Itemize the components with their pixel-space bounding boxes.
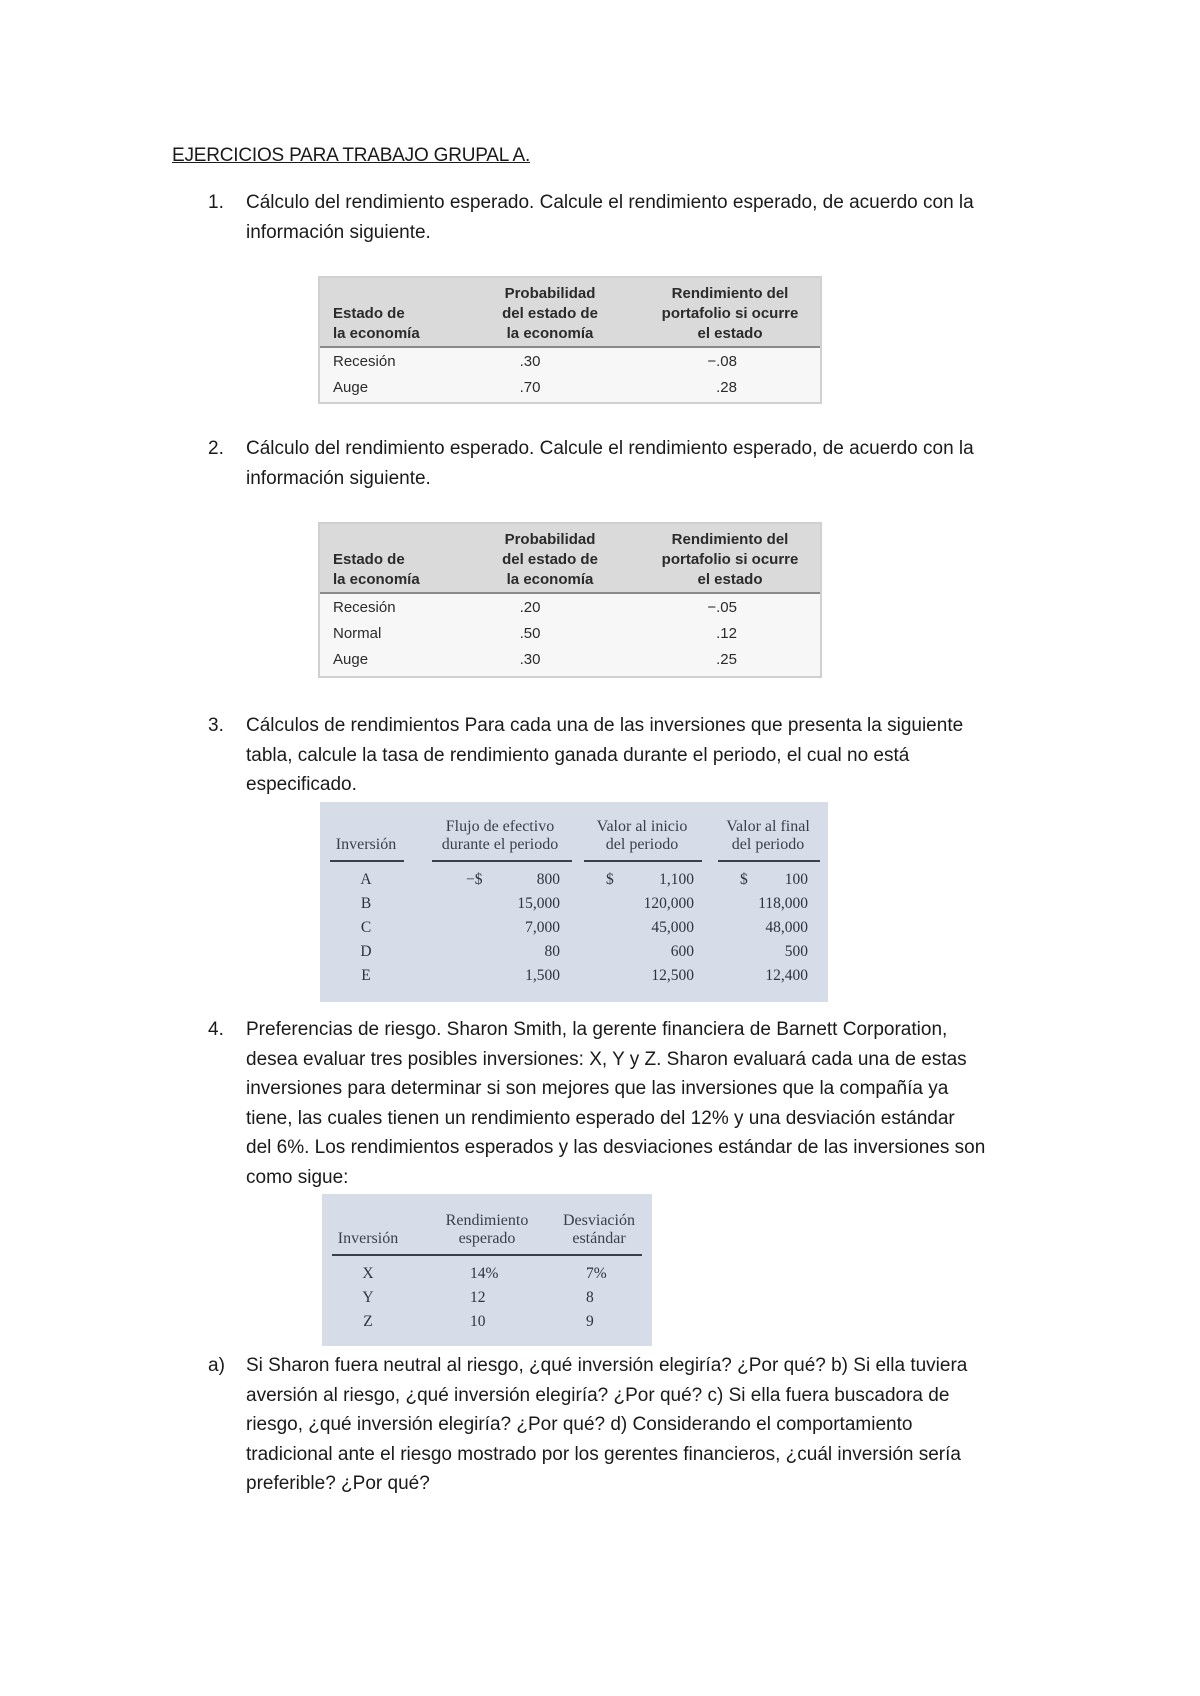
table-q3 [320,802,828,1002]
question-number: 3. [208,715,224,736]
table-cell: .30 [519,353,541,370]
table-cell: 8 [586,1289,594,1306]
question-text-line: aversión al riesgo, ¿qué inversión elegiría? ¿Por qué? c) Si ella fuera buscadora de [246,1384,950,1406]
table-cell: C [360,919,372,936]
table-cell: Auge [333,379,369,396]
table-cell: 500 [784,943,808,960]
table-cell: 12 [470,1289,486,1306]
col-header-rendimiento: Rendimiento del portafolio si ocurre el estado [661,531,799,588]
col-header-probabilidad: Probabilidad del estado de la economía [502,285,598,342]
table-cell: −$ [466,871,483,888]
question-text-line: tabla, calcule la tasa de rendimiento ganada durante el periodo, el cual no está [246,744,910,766]
col-header-flujo: Flujo de efectivo durante el periodo [441,818,559,853]
table-cell: 1,100 [659,871,694,888]
col-header-estado: Estado de la economía [333,305,420,342]
table-cell: .30 [519,651,541,668]
question-text-line: información siguiente. [246,221,431,243]
table-cell: A [360,871,372,888]
table-cell: .28 [716,379,737,396]
table-q4 [322,1194,652,1346]
table-cell: D [360,943,372,960]
table-q1 [318,276,822,404]
table-cell: .50 [519,625,541,642]
table-cell: X [362,1265,374,1282]
table-cell: −.08 [707,353,737,370]
table-cell: 100 [784,871,808,888]
question-text-line: Cálculo del rendimiento esperado. Calcule el rendimiento esperado, de acuerdo con la [246,438,974,459]
table-cell: 12,500 [651,967,694,984]
table-cell: 15,000 [517,895,560,912]
col-header-estado: Estado de la economía [333,551,420,588]
table-cell: .12 [716,625,737,642]
question-2 [208,434,1038,493]
question-text-line: inversiones para determinar si son mejores que las inversiones que la compañía ya [246,1078,949,1099]
table-cell: Normal [333,625,382,642]
header-rule [718,860,820,862]
question-text-line: Preferencias de riesgo. Sharon Smith, la gerente financiera de Barnett Corporation, [246,1019,948,1040]
col-header-rendimiento: Rendimiento esperado [445,1212,529,1247]
table-cell: Recesión [333,353,396,370]
question-text-line: Si Sharon fuera neutral al riesgo, ¿qué inversión elegiría? ¿Por qué? b) Si ella tuviera [246,1355,968,1376]
table-cell: Z [363,1313,373,1330]
table-cell: Y [362,1289,374,1306]
page-title: EJERCICIOS PARA TRABAJO GRUPAL A. [172,145,531,166]
question-number: a) [208,1355,225,1376]
question-1 [208,188,1038,247]
question-text-line: Cálculo del rendimiento esperado. Calcule el rendimiento esperado, de acuerdo con la [246,192,974,213]
table-cell: E [361,967,371,984]
header-rule [330,860,404,862]
table-cell: $ [606,871,614,888]
question-text-line: riesgo, ¿qué inversión elegiría? ¿Por qué? d) Considerando el comportamiento [246,1414,913,1435]
question-number: 2. [208,438,224,459]
table-cell: 118,000 [758,895,808,912]
col-header-inversion: Inversión [337,1230,399,1247]
table-cell: .70 [519,379,541,396]
col-header-inversion: Inversión [335,836,397,853]
question-3 [208,711,1038,800]
question-text-line: Cálculos de rendimientos Para cada una de las inversiones que presenta la siguiente [246,715,964,736]
table-cell: −.05 [707,599,737,616]
question-text-line: especificado. [246,774,357,795]
question-number: 1. [208,192,224,213]
question-text-line: desea evaluar tres posibles inversiones: X, Y y Z. Sharon evaluará cada una de estas [246,1048,967,1070]
table-cell: $ [740,871,748,888]
col-header-probabilidad: Probabilidad del estado de la economía [502,531,598,588]
table-cell: 120,000 [643,895,694,912]
col-header-desviacion: Desviación estándar [563,1212,635,1247]
table-cell: 7,000 [525,919,560,936]
table-cell: 14% [470,1265,499,1282]
table-cell: 1,500 [525,967,560,984]
question-number: 4. [208,1019,224,1040]
table-cell: 80 [544,943,560,960]
col-header-valor-final: Valor al final del periodo [726,818,810,853]
table-cell: 9 [586,1313,594,1330]
table-cell: 600 [670,943,694,960]
header-rule [332,1254,642,1256]
table-cell: Recesión [333,599,396,616]
question-text-line: del 6%. Los rendimientos esperados y las desviaciones estándar de las inversiones son [246,1137,986,1158]
table-cell: 800 [536,871,560,888]
question-text-line: tiene, las cuales tienen un rendimiento esperado del 12% y una desviación estándar [246,1107,955,1129]
header-rule [584,860,702,862]
table-cell: 10 [470,1313,486,1330]
table-q2 [318,522,822,678]
question-4 [208,1015,1038,1192]
header-rule [432,860,572,862]
col-header-valor-inicio: Valor al inicio del periodo [596,818,688,853]
table-cell: .25 [716,651,737,668]
question-text-line: preferible? ¿Por qué? [246,1473,430,1494]
question-text-line: información siguiente. [246,467,431,489]
table-cell: 48,000 [765,919,808,936]
table-cell: B [360,895,372,912]
question-a [208,1351,1038,1499]
question-text-line: tradicional ante el riesgo mostrado por los gerentes financieros, ¿cuál inversión sería [246,1443,961,1465]
table-cell: Auge [333,651,369,668]
table-cell: 45,000 [651,919,694,936]
question-text-line: como sigue: [246,1166,349,1188]
table-cell: 12,400 [765,967,808,984]
table-cell: .20 [519,599,541,616]
table-cell: 7% [586,1265,607,1282]
col-header-rendimiento: Rendimiento del portafolio si ocurre el estado [661,285,799,342]
